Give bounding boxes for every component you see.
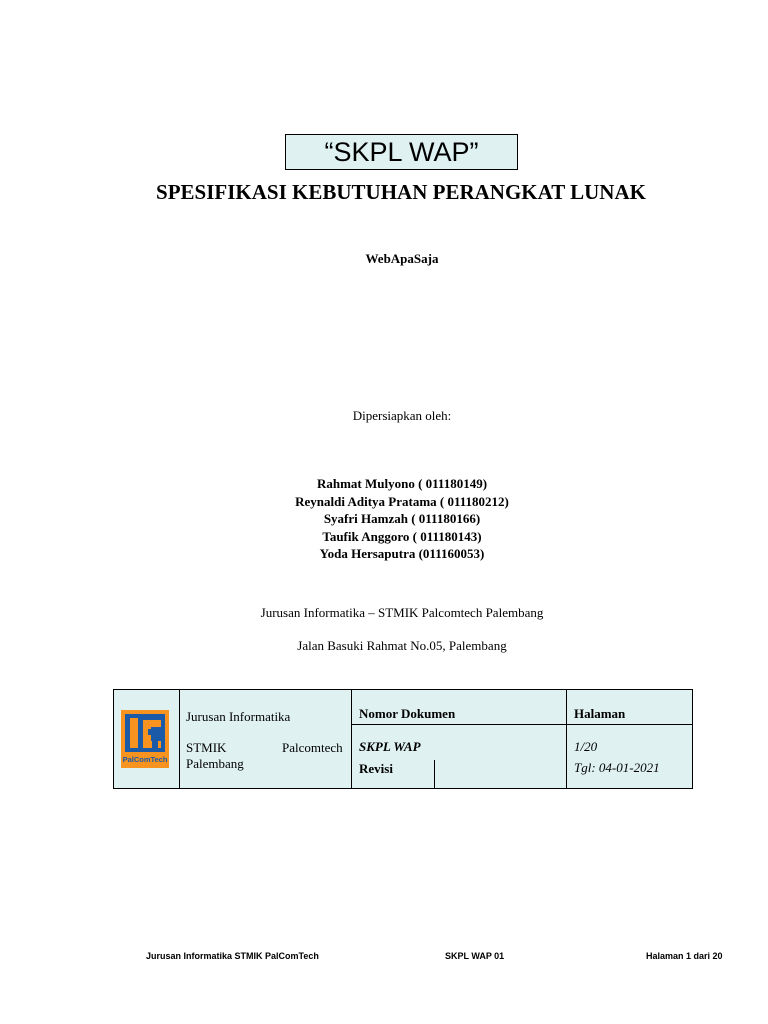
institution-line-3: Palembang (186, 756, 244, 771)
prepared-by-label: Dipersiapkan oleh: (352, 408, 452, 423)
table-divider (179, 690, 180, 788)
table-divider (566, 690, 567, 788)
author-item: Reynaldi Aditya Pratama ( 011180212) (295, 493, 509, 509)
institution-line-2b: Palcomtech (282, 740, 343, 755)
document-title: “SKPL WAP” (324, 136, 479, 167)
logo-text: PalComTech (122, 755, 168, 764)
document-info-table (113, 689, 693, 789)
department-line: Jurusan Informatika – STMIK Palcomtech Palembang (260, 605, 544, 620)
address-line: Jalan Basuki Rahmat No.05, Palembang (297, 638, 507, 653)
author-item: Taufik Anggoro ( 011180143) (322, 528, 482, 544)
doc-number-label: Nomor Dokumen (359, 706, 456, 721)
page-value: 1/20 (574, 739, 598, 754)
product-name: WebApaSaja (365, 251, 439, 266)
author-item: Syafri Hamzah ( 011180166) (323, 511, 481, 526)
page-label: Halaman (574, 706, 626, 721)
doc-number-value: SKPL WAP (359, 739, 421, 754)
author-item: Rahmat Mulyono ( 011180149) (316, 476, 488, 491)
table-divider (351, 724, 692, 725)
revision-label: Revisi (359, 761, 393, 776)
institution-line-2a: STMIK (186, 740, 227, 755)
date-value: Tgl: 04-01-2021 (574, 760, 660, 775)
document-title-box (285, 134, 518, 170)
document-subtitle: SPESIFIKASI KEBUTUHAN PERANGKAT LUNAK (156, 180, 646, 204)
institution-line-1: Jurusan Informatika (186, 709, 291, 724)
table-divider (434, 760, 435, 788)
footer-left: Jurusan Informatika STMIK PalComTech (146, 951, 319, 961)
footer-right: Halaman 1 dari 20 (646, 951, 723, 961)
author-list (0, 475, 768, 563)
author-item: Yoda Hersaputra (011160053) (319, 546, 485, 561)
palcomtech-logo (121, 710, 169, 768)
table-divider (351, 690, 352, 788)
footer-center: SKPL WAP 01 (445, 951, 505, 961)
